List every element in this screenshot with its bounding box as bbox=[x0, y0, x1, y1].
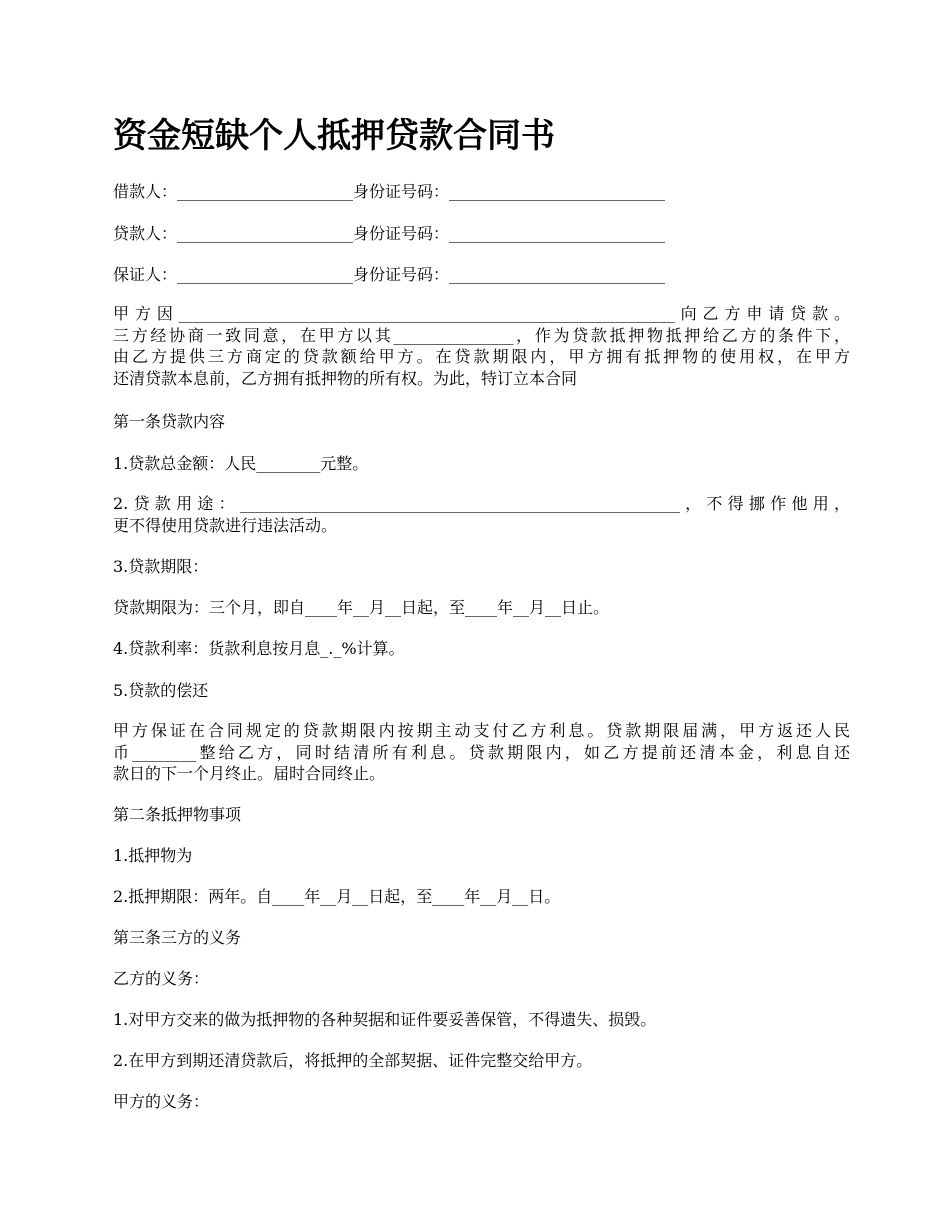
loan-term: 贷款期限为：三个月，即自____年__月__日起，至____年__月__日止。 bbox=[113, 598, 610, 617]
intro-line-1: 甲方因______________________________________________________________向乙方申请贷款。 bbox=[113, 304, 850, 323]
repayment-line-3: 款日的下一个月终止。届时合同终止。 bbox=[113, 764, 386, 783]
party-b-duty-2: 2.在甲方到期还清贷款后，将抵押的全部契据、证件完整交给甲方。 bbox=[113, 1051, 593, 1070]
intro-line-3: 由乙方提供三方商定的贷款额给甲方。在贷款期限内，甲方拥有抵押物的使用权，在甲方 bbox=[113, 347, 850, 366]
guarantor-line: 保证人：______________________身份证号码：___________________________ bbox=[113, 265, 666, 284]
mortgage-term: 2.抵押期限：两年。自____年__月__日起，至____年__月__日。 bbox=[113, 887, 561, 906]
intro-line-4: 还清贷款本息前，乙方拥有抵押物的所有权。为此，特订立本合同 bbox=[113, 368, 578, 388]
repayment-paragraph bbox=[113, 720, 850, 785]
party-a-heading: 甲方的义务： bbox=[113, 1092, 210, 1111]
article1-heading: 第一条贷款内容 bbox=[113, 412, 226, 431]
loan-purpose-line-1: 2.贷款用途：_______________________________________________________，不得挪作他用， bbox=[113, 494, 850, 513]
interest-rate: 4.贷款利率：货款利息按月息_._%计算。 bbox=[113, 639, 405, 658]
repayment-line-1: 甲方保证在合同规定的贷款期限内按期主动支付乙方利息。贷款期限届满，甲方返还人民 bbox=[113, 721, 850, 740]
collateral: 1.抵押物为 bbox=[113, 846, 193, 865]
article2-heading: 第二条抵押物事项 bbox=[113, 805, 242, 824]
document-title: 资金短缺个人抵押贷款合同书 bbox=[113, 116, 555, 156]
party-b-duty-1: 1.对甲方交来的做为抵押物的各种契据和证件要妥善保管，不得遗失、损毁。 bbox=[113, 1010, 657, 1029]
lender-line: 贷款人：______________________身份证号码：___________________________ bbox=[113, 224, 666, 243]
loan-term-heading: 3.贷款期限： bbox=[113, 557, 209, 576]
intro-paragraph bbox=[113, 303, 850, 389]
article3-heading: 第三条三方的义务 bbox=[113, 928, 242, 947]
loan-purpose-paragraph bbox=[113, 493, 850, 536]
intro-line-2: 三方经协商一致同意，在甲方以其_______________，作为贷款抵押物抵押给乙方的条件下， bbox=[113, 325, 850, 345]
repayment-heading: 5.贷款的偿还 bbox=[113, 681, 209, 700]
loan-purpose-line-2: 更不得使用贷款进行违法活动。 bbox=[113, 515, 338, 535]
party-b-heading: 乙方的义务： bbox=[113, 969, 210, 988]
repayment-line-2: 币________整给乙方，同时结清所有利息。贷款期限内，如乙方提前还清本金，利息自还 bbox=[113, 742, 850, 762]
borrower-line: 借款人：______________________身份证号码：___________________________ bbox=[113, 182, 666, 201]
loan-amount: 1.贷款总金额：人民________元整。 bbox=[113, 454, 369, 473]
